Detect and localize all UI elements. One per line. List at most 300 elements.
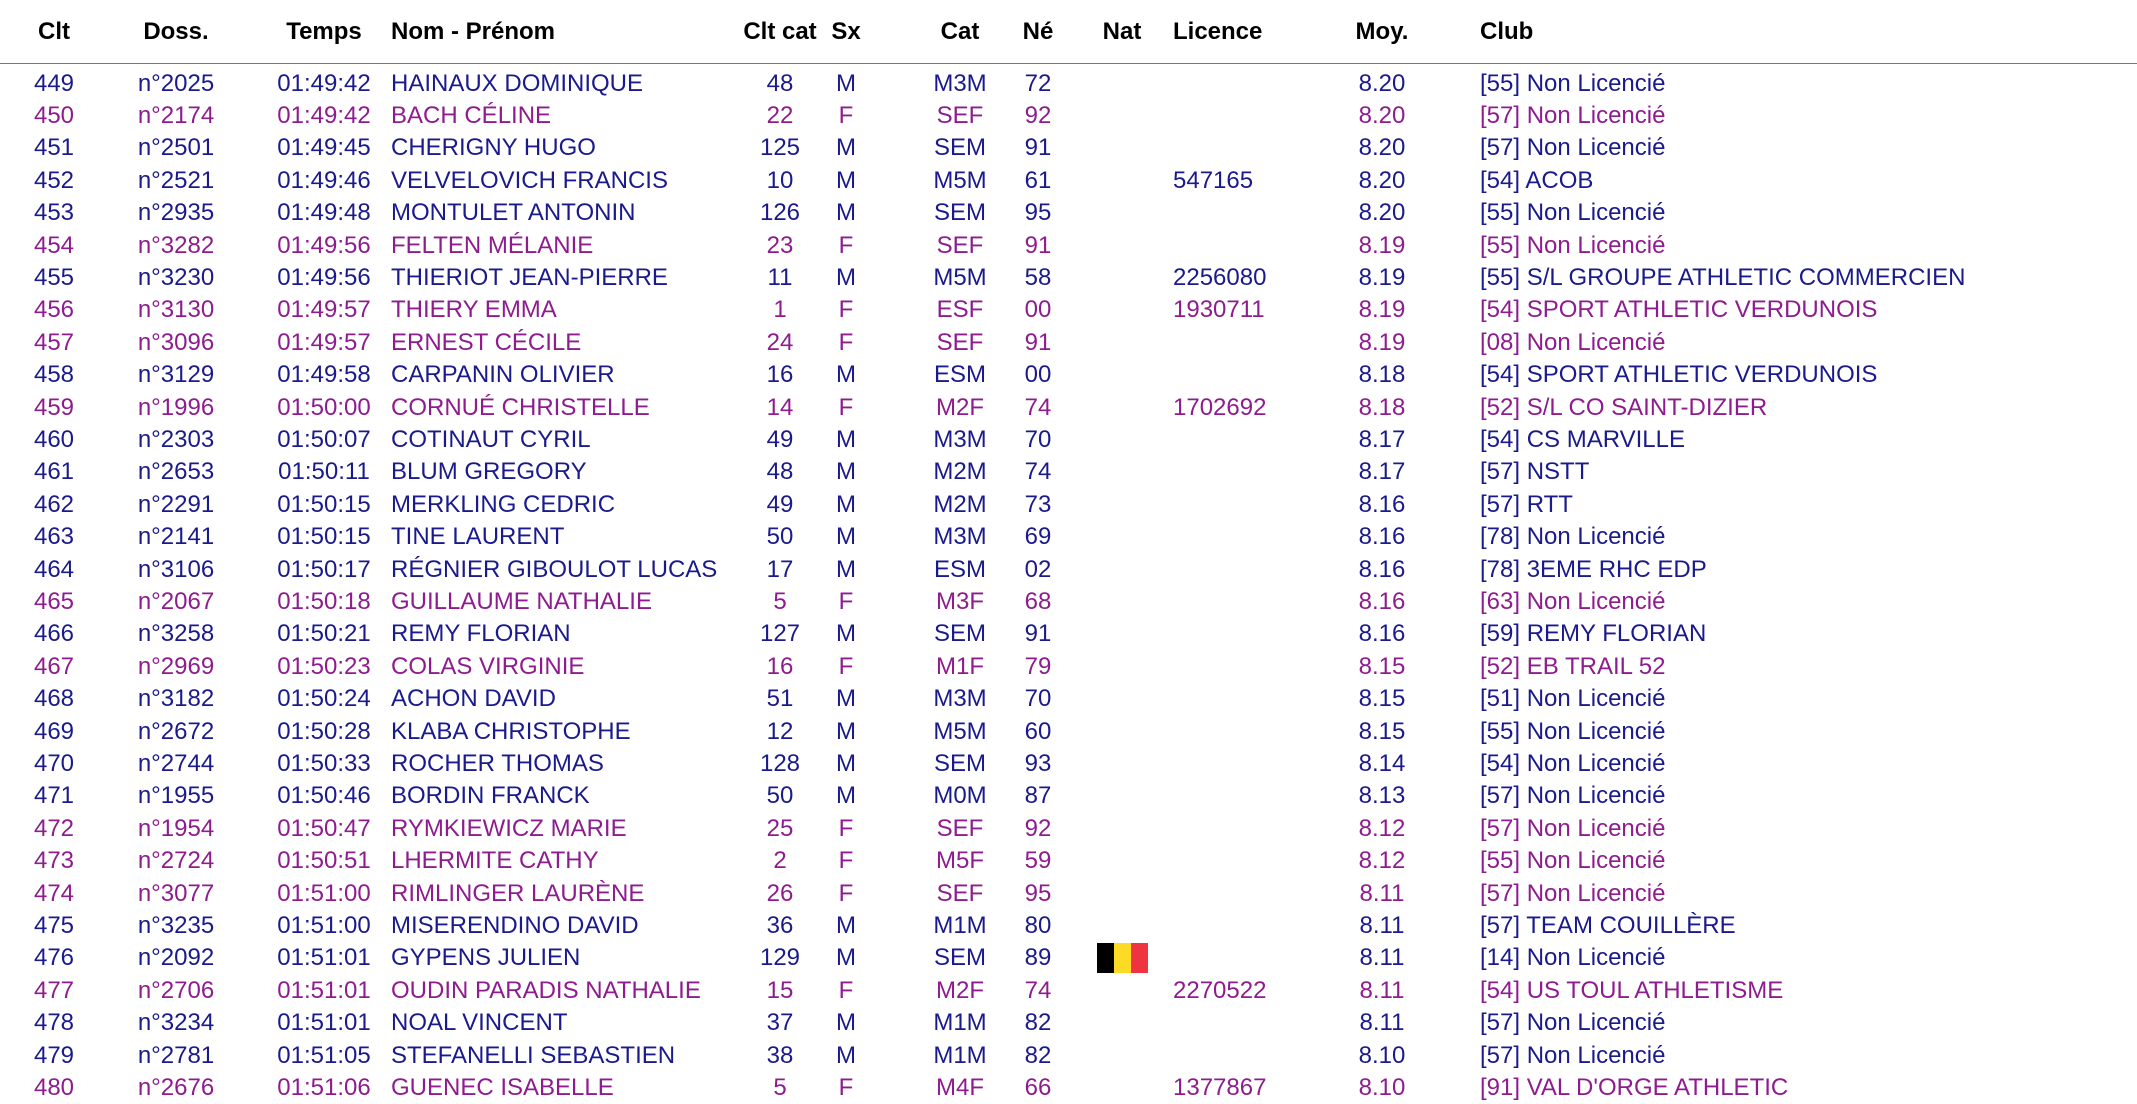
runner-name-cell: COTINAUT CYRIL: [391, 426, 591, 454]
time-cell: 01:49:58: [277, 361, 371, 389]
category-rank-cell: 37: [766, 1009, 794, 1037]
club-cell: [54] SPORT ATHLETIC VERDUNOIS: [1480, 296, 1878, 324]
rank-cell: 454: [33, 231, 75, 259]
category-rank-cell: 2: [773, 847, 787, 875]
average-speed-cell: 8.15: [1358, 685, 1406, 713]
runner-name-cell: VELVELOVICH FRANCIS: [391, 166, 668, 194]
birth-year-cell: 66: [1024, 1074, 1052, 1102]
club-cell: [54] ACOB: [1480, 166, 1594, 194]
results-table-header: [0, 0, 2137, 64]
bib-number-cell: n°2303: [137, 426, 215, 454]
runner-name-cell: BORDIN FRANCK: [391, 782, 590, 810]
licence-cell: [1173, 100, 1323, 132]
birth-year-cell: 80: [1024, 912, 1052, 940]
bib-number-cell: n°2174: [137, 102, 215, 130]
bib-number-cell: n°2672: [137, 717, 215, 745]
category-rank-cell: 5: [773, 1074, 787, 1102]
runner-name-cell: BACH CÉLINE: [391, 102, 552, 130]
time-cell: 01:50:33: [277, 750, 371, 778]
birth-year-cell: 82: [1024, 1041, 1052, 1069]
licence-cell: [1173, 359, 1323, 391]
licence-cell: [1173, 780, 1323, 812]
club-cell: [78] 3EME RHC EDP: [1480, 555, 1707, 583]
sex-cell: M: [836, 361, 856, 389]
licence-cell: [1173, 716, 1323, 748]
average-speed-cell: 8.15: [1358, 717, 1406, 745]
rank-cell: 452: [33, 166, 75, 194]
runner-name-cell: RÉGNIER GIBOULOT LUCAS: [391, 555, 718, 583]
average-speed-cell: 8.20: [1358, 166, 1406, 194]
time-cell: 01:51:06: [277, 1074, 371, 1102]
category-cell: M3M: [933, 685, 987, 713]
table-row: [0, 845, 2137, 877]
category-rank-cell: 126: [759, 199, 801, 227]
rank-cell: 480: [33, 1074, 75, 1102]
birth-year-cell: 70: [1024, 426, 1052, 454]
licence-cell: [1173, 230, 1323, 262]
bib-number-cell: n°2141: [137, 523, 215, 551]
category-rank-cell: 26: [766, 879, 794, 907]
nationality-cell: [1094, 392, 1150, 424]
bib-number-cell: n°2653: [137, 458, 215, 486]
table-row: [0, 910, 2137, 942]
category-rank-cell: 50: [766, 523, 794, 551]
licence-cell: 547165: [1173, 166, 1254, 194]
average-speed-cell: 8.10: [1358, 1041, 1406, 1069]
nationality-cell: [1094, 780, 1150, 812]
header-cltcat: Clt cat: [743, 17, 817, 45]
nationality-cell: [1094, 456, 1150, 488]
birth-year-cell: 61: [1024, 166, 1052, 194]
average-speed-cell: 8.16: [1358, 490, 1406, 518]
table-row: [0, 424, 2137, 456]
category-rank-cell: 16: [766, 361, 794, 389]
bib-number-cell: n°3129: [137, 361, 215, 389]
sex-cell: M: [836, 523, 856, 551]
birth-year-cell: 79: [1024, 652, 1052, 680]
time-cell: 01:49:48: [277, 199, 371, 227]
table-row: [0, 327, 2137, 359]
sex-cell: M: [836, 750, 856, 778]
category-cell: M0M: [933, 782, 987, 810]
time-cell: 01:49:42: [277, 102, 371, 130]
bib-number-cell: n°2724: [137, 847, 215, 875]
category-rank-cell: 25: [766, 814, 794, 842]
nationality-cell: [1094, 132, 1150, 164]
category-cell: M3M: [933, 69, 987, 97]
bib-number-cell: n°2744: [137, 750, 215, 778]
category-cell: M2M: [933, 490, 987, 518]
licence-cell: [1173, 456, 1323, 488]
nationality-cell: [1094, 845, 1150, 877]
category-rank-cell: 24: [766, 328, 794, 356]
club-cell: [91] VAL D'ORGE ATHLETIC: [1480, 1074, 1789, 1102]
table-row: [0, 359, 2137, 391]
club-cell: [54] SPORT ATHLETIC VERDUNOIS: [1480, 361, 1878, 389]
time-cell: 01:50:17: [277, 555, 371, 583]
runner-name-cell: ACHON DAVID: [391, 685, 556, 713]
category-rank-cell: 50: [766, 782, 794, 810]
header-club: Club: [1480, 17, 1534, 45]
sex-cell: M: [836, 199, 856, 227]
header-nom: Nom - Prénom: [391, 17, 556, 45]
average-speed-cell: 8.17: [1358, 426, 1406, 454]
licence-cell: 2256080: [1173, 264, 1267, 292]
sex-cell: F: [838, 588, 854, 616]
bib-number-cell: n°2969: [137, 652, 215, 680]
average-speed-cell: 8.19: [1358, 328, 1406, 356]
category-rank-cell: 16: [766, 652, 794, 680]
runner-name-cell: GUILLAUME NATHALIE: [391, 588, 652, 616]
category-cell: M4F: [936, 1074, 984, 1102]
time-cell: 01:50:18: [277, 588, 371, 616]
sex-cell: F: [838, 102, 854, 130]
club-cell: [55] Non Licencié: [1480, 199, 1666, 227]
runner-name-cell: GYPENS JULIEN: [391, 944, 581, 972]
category-cell: M1M: [933, 1009, 987, 1037]
licence-cell: 2270522: [1173, 976, 1267, 1004]
nationality-cell: [1094, 100, 1150, 132]
bib-number-cell: n°3230: [137, 264, 215, 292]
club-cell: [52] EB TRAIL 52: [1480, 652, 1666, 680]
nationality-cell: [1094, 165, 1150, 197]
category-cell: SEF: [936, 328, 984, 356]
average-speed-cell: 8.19: [1358, 231, 1406, 259]
licence-cell: 1702692: [1173, 393, 1267, 421]
bib-number-cell: n°1955: [137, 782, 215, 810]
time-cell: 01:51:05: [277, 1041, 371, 1069]
nationality-cell: [1094, 424, 1150, 456]
category-rank-cell: 10: [766, 166, 794, 194]
sex-cell: M: [836, 912, 856, 940]
club-cell: [55] Non Licencié: [1480, 717, 1666, 745]
runner-name-cell: TINE LAURENT: [391, 523, 565, 551]
runner-name-cell: COLAS VIRGINIE: [391, 652, 585, 680]
rank-cell: 473: [33, 847, 75, 875]
table-row: [0, 651, 2137, 683]
category-rank-cell: 128: [759, 750, 801, 778]
birth-year-cell: 91: [1024, 134, 1052, 162]
rank-cell: 457: [33, 328, 75, 356]
licence-cell: 1930711: [1173, 296, 1265, 324]
licence-cell: [1173, 618, 1323, 650]
sex-cell: F: [838, 976, 854, 1004]
sex-cell: M: [836, 620, 856, 648]
licence-cell: [1173, 910, 1323, 942]
nationality-cell: [1094, 1040, 1150, 1072]
category-cell: M5M: [933, 717, 987, 745]
nationality-cell: [1094, 910, 1150, 942]
bib-number-cell: n°2067: [137, 588, 215, 616]
sex-cell: M: [836, 134, 856, 162]
runner-name-cell: CARPANIN OLIVIER: [391, 361, 615, 389]
nationality-cell: [1094, 651, 1150, 683]
time-cell: 01:51:01: [277, 944, 371, 972]
club-cell: [54] Non Licencié: [1480, 750, 1666, 778]
runner-name-cell: THIERIOT JEAN-PIERRE: [391, 264, 668, 292]
table-row: [0, 813, 2137, 845]
club-cell: [59] REMY FLORIAN: [1480, 620, 1707, 648]
rank-cell: 465: [33, 588, 75, 616]
sex-cell: F: [838, 1074, 854, 1102]
table-row: [0, 554, 2137, 586]
time-cell: 01:49:56: [277, 231, 371, 259]
category-cell: M5F: [936, 847, 984, 875]
table-row: [0, 780, 2137, 812]
time-cell: 01:50:00: [277, 393, 371, 421]
table-row: [0, 294, 2137, 326]
average-speed-cell: 8.13: [1358, 782, 1406, 810]
average-speed-cell: 8.16: [1358, 523, 1406, 551]
category-rank-cell: 49: [766, 426, 794, 454]
sex-cell: F: [838, 296, 854, 324]
birth-year-cell: 58: [1024, 264, 1052, 292]
belgium-flag-icon: [1097, 943, 1148, 973]
nationality-cell: [1094, 68, 1150, 100]
sex-cell: M: [836, 944, 856, 972]
average-speed-cell: 8.20: [1358, 134, 1406, 162]
rank-cell: 479: [33, 1041, 75, 1069]
nationality-cell: [1094, 327, 1150, 359]
sex-cell: M: [836, 717, 856, 745]
nationality-cell: [1094, 294, 1150, 326]
table-row: [0, 230, 2137, 262]
average-speed-cell: 8.19: [1358, 264, 1406, 292]
licence-cell: [1173, 327, 1323, 359]
time-cell: 01:50:24: [277, 685, 371, 713]
time-cell: 01:50:11: [278, 458, 370, 486]
licence-cell: [1173, 942, 1323, 974]
category-cell: SEM: [933, 750, 986, 778]
nationality-cell: [1094, 1072, 1150, 1104]
time-cell: 01:49:46: [277, 166, 371, 194]
time-cell: 01:51:00: [277, 912, 371, 940]
average-speed-cell: 8.16: [1358, 555, 1406, 583]
table-row: [0, 1072, 2137, 1104]
category-cell: M2F: [936, 976, 984, 1004]
header-nat: Nat: [1102, 17, 1142, 45]
bib-number-cell: n°2935: [137, 199, 215, 227]
bib-number-cell: n°2025: [137, 69, 215, 97]
time-cell: 01:50:28: [277, 717, 371, 745]
nationality-cell: [1094, 942, 1150, 974]
club-cell: [78] Non Licencié: [1480, 523, 1666, 551]
category-cell: M1F: [936, 652, 984, 680]
average-speed-cell: 8.16: [1358, 588, 1406, 616]
category-rank-cell: 38: [766, 1041, 794, 1069]
nationality-cell: [1094, 878, 1150, 910]
nationality-cell: [1094, 554, 1150, 586]
time-cell: 01:50:47: [277, 814, 371, 842]
average-speed-cell: 8.19: [1358, 296, 1406, 324]
time-cell: 01:51:01: [277, 976, 371, 1004]
club-cell: [57] Non Licencié: [1480, 814, 1666, 842]
club-cell: [55] Non Licencié: [1480, 69, 1666, 97]
bib-number-cell: n°1954: [137, 814, 215, 842]
club-cell: [55] S/L GROUPE ATHLETIC COMMERCIEN: [1480, 264, 1966, 292]
nationality-cell: [1094, 683, 1150, 715]
bib-number-cell: n°3235: [137, 912, 215, 940]
time-cell: 01:50:15: [277, 490, 371, 518]
licence-cell: [1173, 132, 1323, 164]
average-speed-cell: 8.11: [1359, 944, 1405, 972]
category-cell: ESM: [933, 361, 986, 389]
birth-year-cell: 68: [1024, 588, 1052, 616]
average-speed-cell: 8.11: [1359, 976, 1405, 1004]
bib-number-cell: n°3096: [137, 328, 215, 356]
licence-cell: [1173, 1040, 1323, 1072]
runner-name-cell: OUDIN PARADIS NATHALIE: [391, 976, 701, 1004]
time-cell: 01:50:46: [277, 782, 371, 810]
table-row: [0, 748, 2137, 780]
table-row: [0, 618, 2137, 650]
nationality-cell: [1094, 813, 1150, 845]
licence-cell: [1173, 554, 1323, 586]
sex-cell: F: [838, 328, 854, 356]
nationality-cell: [1094, 230, 1150, 262]
club-cell: [63] Non Licencié: [1480, 588, 1666, 616]
average-speed-cell: 8.17: [1358, 458, 1406, 486]
licence-cell: [1173, 878, 1323, 910]
category-cell: SEM: [933, 199, 986, 227]
birth-year-cell: 82: [1024, 1009, 1052, 1037]
runner-name-cell: MISERENDINO DAVID: [391, 912, 639, 940]
bib-number-cell: n°1996: [137, 393, 215, 421]
category-rank-cell: 12: [766, 717, 794, 745]
sex-cell: M: [836, 1009, 856, 1037]
category-cell: ESM: [933, 555, 986, 583]
sex-cell: F: [838, 393, 854, 421]
category-rank-cell: 51: [766, 685, 794, 713]
club-cell: [55] Non Licencié: [1480, 231, 1666, 259]
runner-name-cell: REMY FLORIAN: [391, 620, 571, 648]
category-rank-cell: 23: [766, 231, 794, 259]
table-row: [0, 262, 2137, 294]
club-cell: [08] Non Licencié: [1480, 328, 1666, 356]
nationality-cell: [1094, 197, 1150, 229]
club-cell: [57] Non Licencié: [1480, 782, 1666, 810]
club-cell: [57] NSTT: [1480, 458, 1590, 486]
table-row: [0, 165, 2137, 197]
rank-cell: 461: [33, 458, 75, 486]
category-rank-cell: 48: [766, 69, 794, 97]
category-cell: SEF: [936, 879, 984, 907]
time-cell: 01:50:15: [277, 523, 371, 551]
sex-cell: F: [838, 652, 854, 680]
rank-cell: 463: [33, 523, 75, 551]
runner-name-cell: LHERMITE CATHY: [391, 847, 599, 875]
header-ne: Né: [1022, 17, 1054, 45]
header-clt: Clt: [38, 17, 70, 45]
rank-cell: 467: [33, 652, 75, 680]
runner-name-cell: GUENEC ISABELLE: [391, 1074, 614, 1102]
average-speed-cell: 8.20: [1358, 69, 1406, 97]
time-cell: 01:50:07: [277, 426, 371, 454]
rank-cell: 471: [33, 782, 75, 810]
rank-cell: 476: [33, 944, 75, 972]
category-rank-cell: 125: [759, 134, 801, 162]
sex-cell: M: [836, 1041, 856, 1069]
header-doss: Doss.: [143, 17, 209, 45]
rank-cell: 462: [33, 490, 75, 518]
club-cell: [57] Non Licencié: [1480, 879, 1666, 907]
table-row: [0, 489, 2137, 521]
licence-cell: [1173, 68, 1323, 100]
licence-cell: [1173, 845, 1323, 877]
category-rank-cell: 15: [766, 976, 794, 1004]
club-cell: [51] Non Licencié: [1480, 685, 1666, 713]
licence-cell: [1173, 424, 1323, 456]
runner-name-cell: NOAL VINCENT: [391, 1009, 568, 1037]
runner-name-cell: KLABA CHRISTOPHE: [391, 717, 631, 745]
birth-year-cell: 69: [1024, 523, 1052, 551]
nationality-cell: [1094, 716, 1150, 748]
birth-year-cell: 74: [1024, 458, 1052, 486]
bib-number-cell: n°2706: [137, 976, 215, 1004]
category-cell: SEF: [936, 231, 984, 259]
sex-cell: M: [836, 782, 856, 810]
sex-cell: M: [836, 426, 856, 454]
table-row: [0, 1007, 2137, 1039]
bib-number-cell: n°3182: [137, 685, 215, 713]
licence-cell: [1173, 1007, 1323, 1039]
category-cell: SEM: [933, 134, 986, 162]
table-row: [0, 456, 2137, 488]
birth-year-cell: 70: [1024, 685, 1052, 713]
club-cell: [57] Non Licencié: [1480, 102, 1666, 130]
header-licence: Licence: [1173, 17, 1263, 45]
licence-cell: [1173, 683, 1323, 715]
average-speed-cell: 8.20: [1358, 199, 1406, 227]
birth-year-cell: 74: [1024, 976, 1052, 1004]
rank-cell: 466: [33, 620, 75, 648]
nationality-cell: [1094, 359, 1150, 391]
nationality-cell: [1094, 521, 1150, 553]
birth-year-cell: 74: [1024, 393, 1052, 421]
rank-cell: 469: [33, 717, 75, 745]
rank-cell: 470: [33, 750, 75, 778]
bib-number-cell: n°2092: [137, 944, 215, 972]
category-cell: M2M: [933, 458, 987, 486]
birth-year-cell: 87: [1024, 782, 1052, 810]
rank-cell: 475: [33, 912, 75, 940]
table-row: [0, 942, 2137, 974]
header-temps: Temps: [286, 17, 362, 45]
time-cell: 01:49:45: [277, 134, 371, 162]
bib-number-cell: n°2781: [137, 1041, 215, 1069]
average-speed-cell: 8.16: [1358, 620, 1406, 648]
bib-number-cell: n°2521: [137, 166, 215, 194]
category-rank-cell: 36: [766, 912, 794, 940]
runner-name-cell: CORNUÉ CHRISTELLE: [391, 393, 650, 421]
rank-cell: 450: [33, 102, 75, 130]
club-cell: [54] US TOUL ATHLETISME: [1480, 976, 1784, 1004]
rank-cell: 449: [33, 69, 75, 97]
header-cat: Cat: [940, 17, 980, 45]
average-speed-cell: 8.12: [1358, 814, 1406, 842]
bib-number-cell: n°2501: [137, 134, 215, 162]
bib-number-cell: n°3234: [137, 1009, 215, 1037]
bib-number-cell: n°3077: [137, 879, 215, 907]
sex-cell: M: [836, 490, 856, 518]
table-row: [0, 100, 2137, 132]
club-cell: [14] Non Licencié: [1480, 944, 1666, 972]
bib-number-cell: n°3258: [137, 620, 215, 648]
rank-cell: 458: [33, 361, 75, 389]
licence-cell: [1173, 813, 1323, 845]
nationality-cell: [1094, 1007, 1150, 1039]
rank-cell: 460: [33, 426, 75, 454]
